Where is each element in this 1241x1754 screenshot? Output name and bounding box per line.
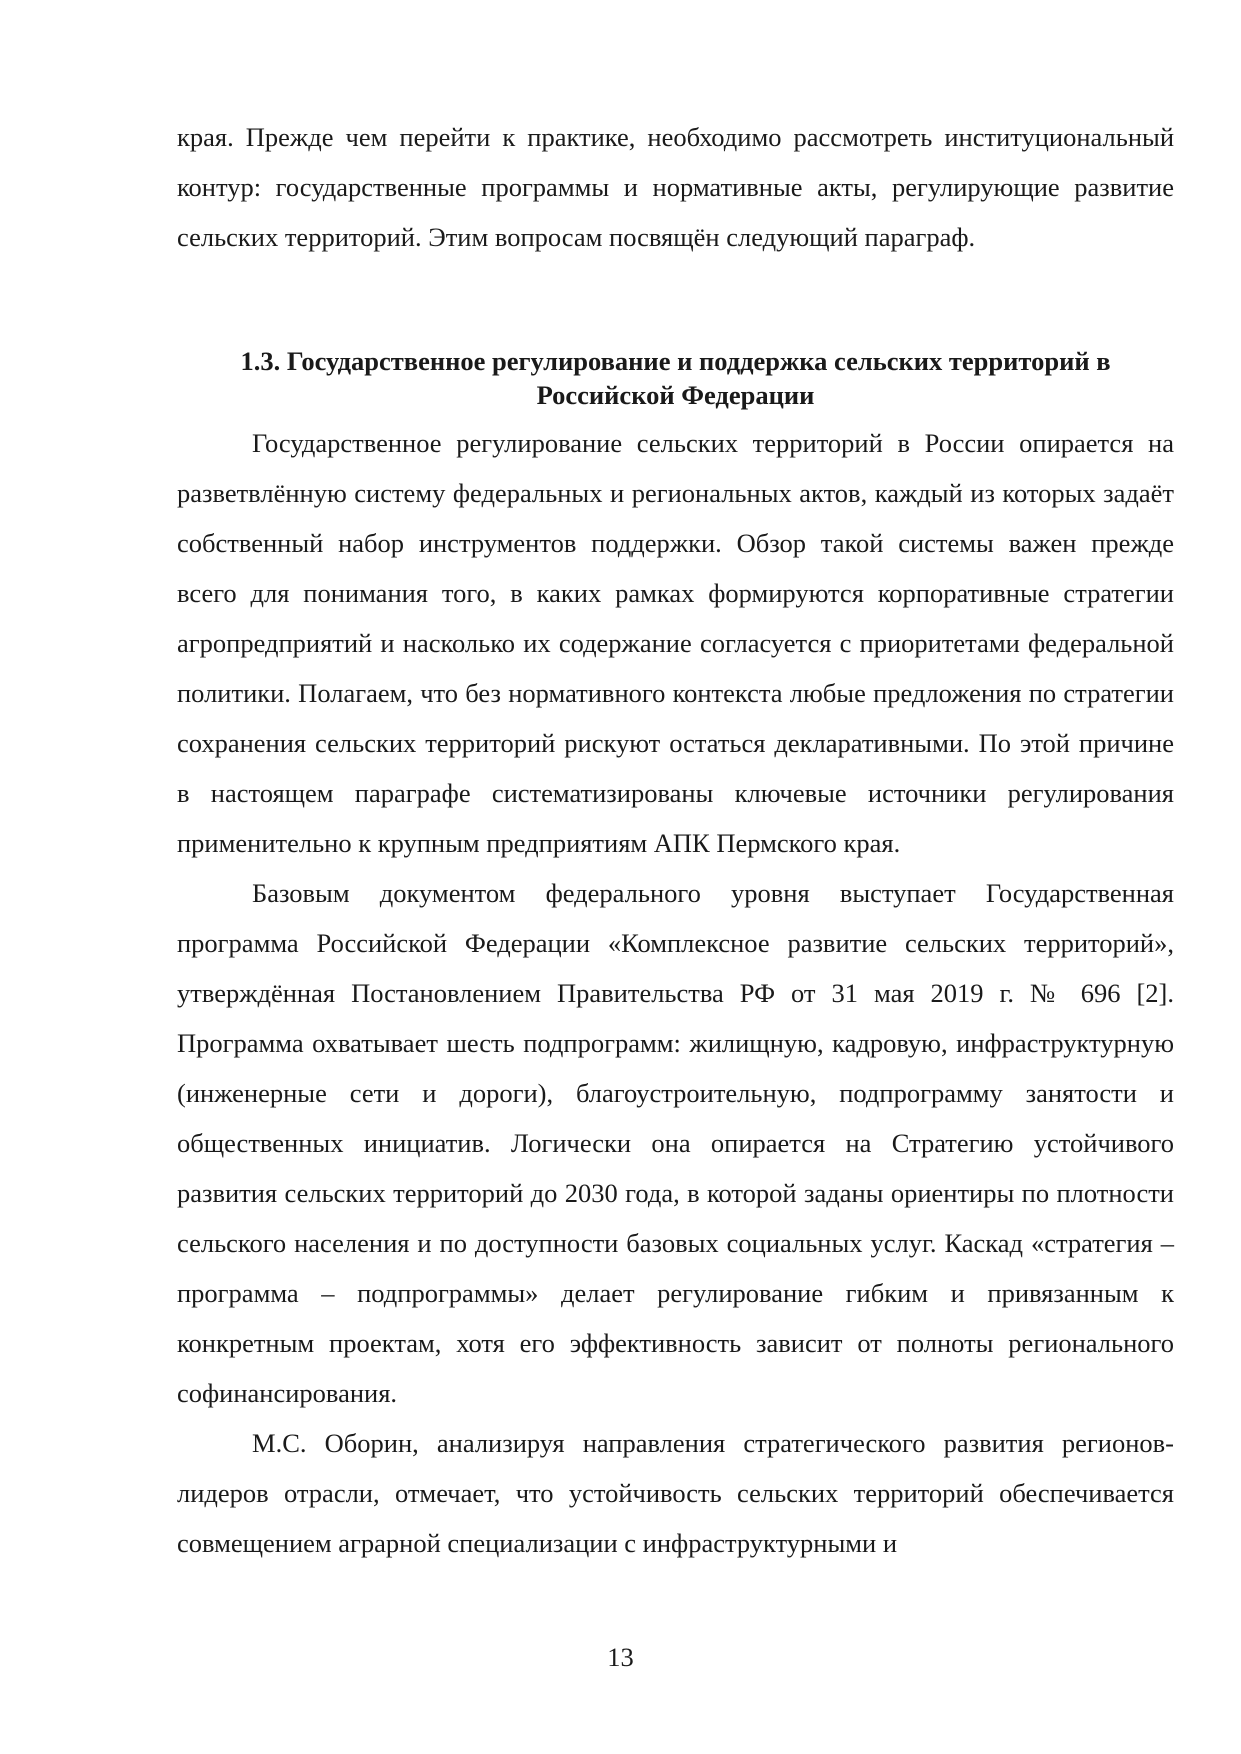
body-text-block bbox=[177, 418, 1174, 1568]
page-number: 13 bbox=[607, 1642, 634, 1672]
body-paragraph-3: М.С. Оборин, анализируя направления стратегического развития регионов-лидеров отрасли, отмечает, что устойчивость сельских территорий обеспечивается совмещением аграрной специализации с инфраструктурными и bbox=[177, 1428, 1174, 1558]
intro-text-block bbox=[177, 112, 1174, 262]
section-heading: 1.3. Государственное регулирование и поддержка сельских территорий в Российской Федерации bbox=[240, 346, 1111, 410]
body-paragraph-1: Государственное регулирование сельских территорий в России опирается на разветвлённую систему федеральных и региональных актов, каждый из которых задаёт собственный набор инструментов поддержки. Обзор такой системы важен прежде всего для понимания того, в каких рамках формируются корпоративные стратегии агропредприятий и насколько их содержание согласуется с приоритетами федеральной политики. Полагаем, что без нормативного контекста любые предложения по стратегии сохранения сельских территорий рискуют остаться декларативными. По этой причине в настоящем параграфе систематизированы ключевые источники регулирования применительно к крупным предприятиям АПК Пермского края. bbox=[177, 428, 1174, 858]
body-paragraph-2: Базовым документом федерального уровня выступает Государственная программа Российской Федерации «Комплексное развитие сельских территорий», утверждённая Постановлением Правительства РФ от 31 мая 2019 г. № 696 [2]. Программа охватывает шесть подпрограмм: жилищную, кадровую, инфраструктурную (инженерные сети и дороги), благоустроительную, подпрограмму занятости и общественных инициатив. Логически она опирается на Стратегию устойчивого развития сельских территорий до 2030 года, в которой заданы ориентиры по плотности сельского населения и по доступности базовых социальных услуг. Каскад «стратегия – программа – подпрограммы» делает регулирование гибким и привязанным к конкретным проектам, хотя его эффективность зависит от полноты регионального софинансирования. bbox=[177, 878, 1174, 1408]
intro-paragraph: края. Прежде чем перейти к практике, необходимо рассмотреть институциональный контур: государственные программы и нормативные акты, регулирующие развитие сельских территорий. Этим вопросам посвящён следующий параграф. bbox=[177, 122, 1174, 252]
